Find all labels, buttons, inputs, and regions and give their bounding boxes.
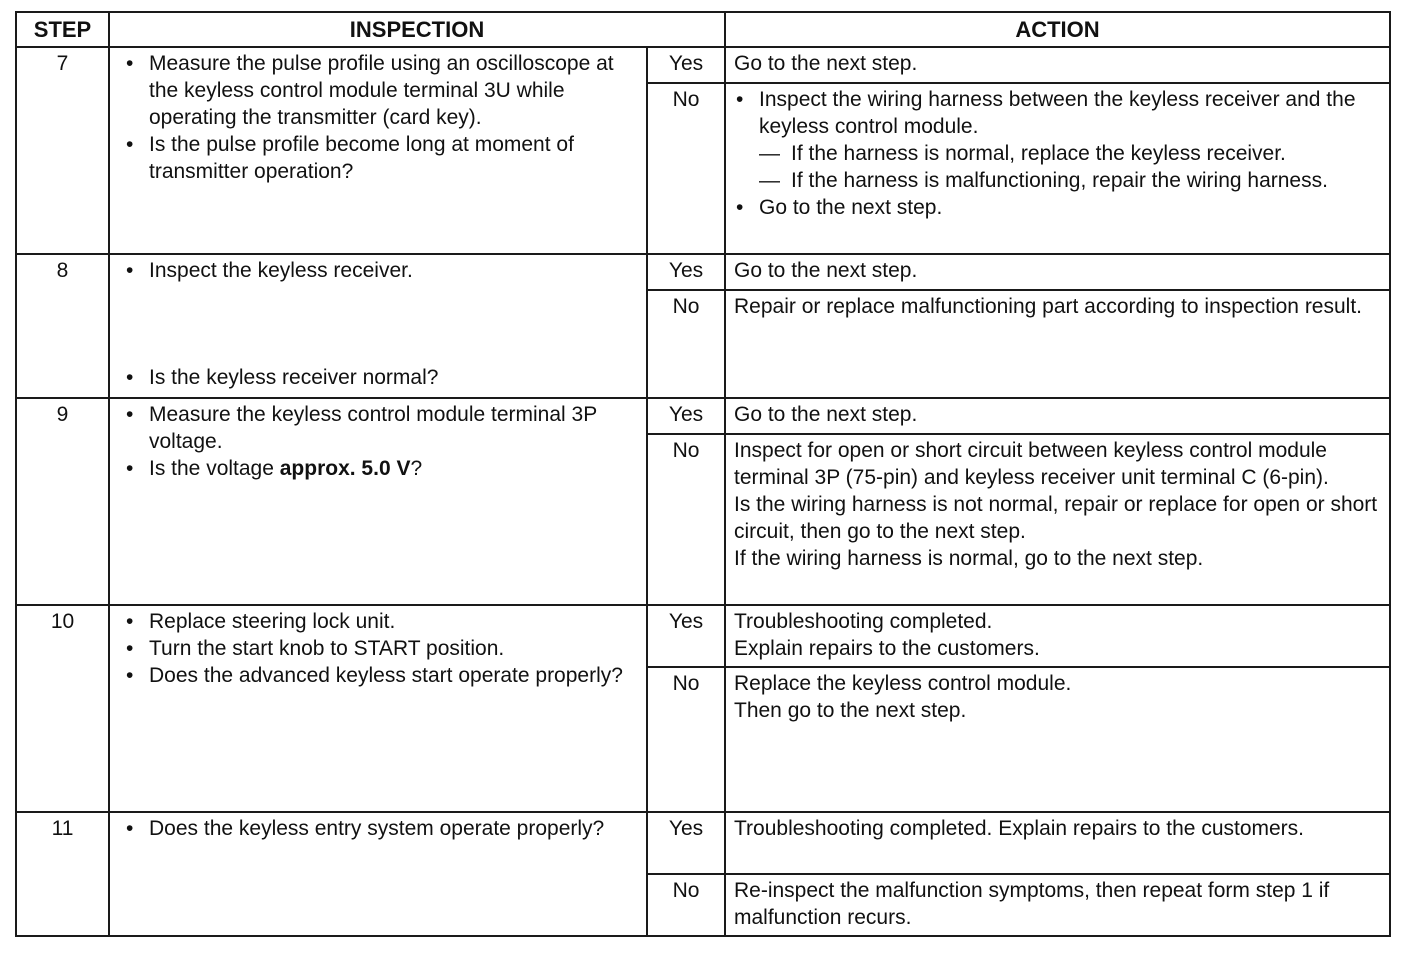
step-10-yes-row (16, 605, 1390, 667)
yes-label: Yes (647, 47, 725, 83)
step-number: 7 (16, 47, 109, 254)
header-row (16, 12, 1390, 47)
no-action: Re-inspect the malfunction symptoms, then repeat form step 1 if malfunction recurs. (725, 874, 1390, 936)
inspection-item: • Is the pulse profile become long at moment of transmitter operation? (124, 131, 638, 185)
action-line: If the wiring harness is normal, go to the next step. (734, 547, 1204, 570)
inspection-item: • Replace steering lock unit. (124, 608, 638, 635)
step-number: 10 (16, 605, 109, 812)
no-label: No (647, 667, 725, 812)
inspection-question (124, 455, 638, 482)
no-action: Repair or replace malfunctioning part according to inspection result. (725, 290, 1390, 398)
question-value: approx. 5.0 V (279, 457, 411, 480)
step-9-yes-row (16, 398, 1390, 434)
step-number: 9 (16, 398, 109, 605)
header-step: STEP (16, 12, 109, 47)
yes-label: Yes (647, 398, 725, 434)
action-bullet-text: Inspect the wiring harness between the keyless receiver and the keyless control module. (759, 88, 1356, 138)
yes-action: Go to the next step. (725, 254, 1390, 290)
inspection-item: • Does the advanced keyless start operate properly? (124, 662, 638, 689)
yes-action: Go to the next step. (725, 398, 1390, 434)
yes-action (725, 605, 1390, 667)
inspection-cell (109, 254, 647, 398)
inspection-cell (109, 812, 647, 936)
question-text: Is the voltage (149, 457, 280, 480)
no-label: No (647, 290, 725, 398)
header-action: ACTION (725, 12, 1390, 47)
step-8-yes-row (16, 254, 1390, 290)
yes-action: Troubleshooting completed. Explain repairs to the customers. (725, 812, 1390, 874)
action-line: Inspect for open or short circuit between keyless control module terminal 3P (75-pin) and keyless receiver unit terminal C (6-pin). (734, 439, 1329, 489)
troubleshooting-table (15, 11, 1391, 937)
inspection-cell (109, 605, 647, 812)
action-bullet (734, 86, 1383, 194)
step-number: 8 (16, 254, 109, 398)
inspection-item: • Turn the start knob to START position. (124, 635, 638, 662)
yes-label: Yes (647, 254, 725, 290)
header-inspection: INSPECTION (109, 12, 725, 47)
action-line: Is the wiring harness is not normal, repair or replace for open or short circuit, then go to the next step. (734, 493, 1378, 543)
inspection-cell (109, 47, 647, 254)
inspection-cell (109, 398, 647, 605)
action-line: Explain repairs to the customers. (734, 637, 1040, 660)
action-line: Then go to the next step. (734, 699, 967, 722)
action-line: Troubleshooting completed. (734, 610, 993, 633)
no-label: No (647, 874, 725, 936)
no-action (725, 434, 1390, 605)
step-7-yes-row (16, 47, 1390, 83)
question-suffix: ? (410, 457, 423, 480)
inspection-item: • Is the keyless receiver normal? (124, 364, 638, 391)
action-line: Replace the keyless control module. (734, 672, 1072, 695)
action-bullet: • Go to the next step. (734, 194, 1383, 221)
inspection-item: • Measure the keyless control module terminal 3P voltage. (124, 401, 638, 455)
inspection-item: • Does the keyless entry system operate properly? (124, 815, 638, 842)
yes-label: Yes (647, 605, 725, 667)
inspection-item: • Inspect the keyless receiver. (124, 257, 638, 284)
step-11-yes-row (16, 812, 1390, 874)
no-label: No (647, 434, 725, 605)
no-action (725, 667, 1390, 812)
action-dash-item: — If the harness is normal, replace the keyless receiver. (759, 140, 1383, 167)
yes-action: Go to the next step. (725, 47, 1390, 83)
action-dash-item: — If the harness is malfunctioning, repair the wiring harness. (759, 167, 1383, 194)
no-label: No (647, 83, 725, 254)
no-action (725, 83, 1390, 254)
inspection-item: • Measure the pulse profile using an oscilloscope at the keyless control module terminal 3U while operating the transmitter (card key). (124, 50, 638, 131)
yes-label: Yes (647, 812, 725, 874)
step-number: 11 (16, 812, 109, 936)
